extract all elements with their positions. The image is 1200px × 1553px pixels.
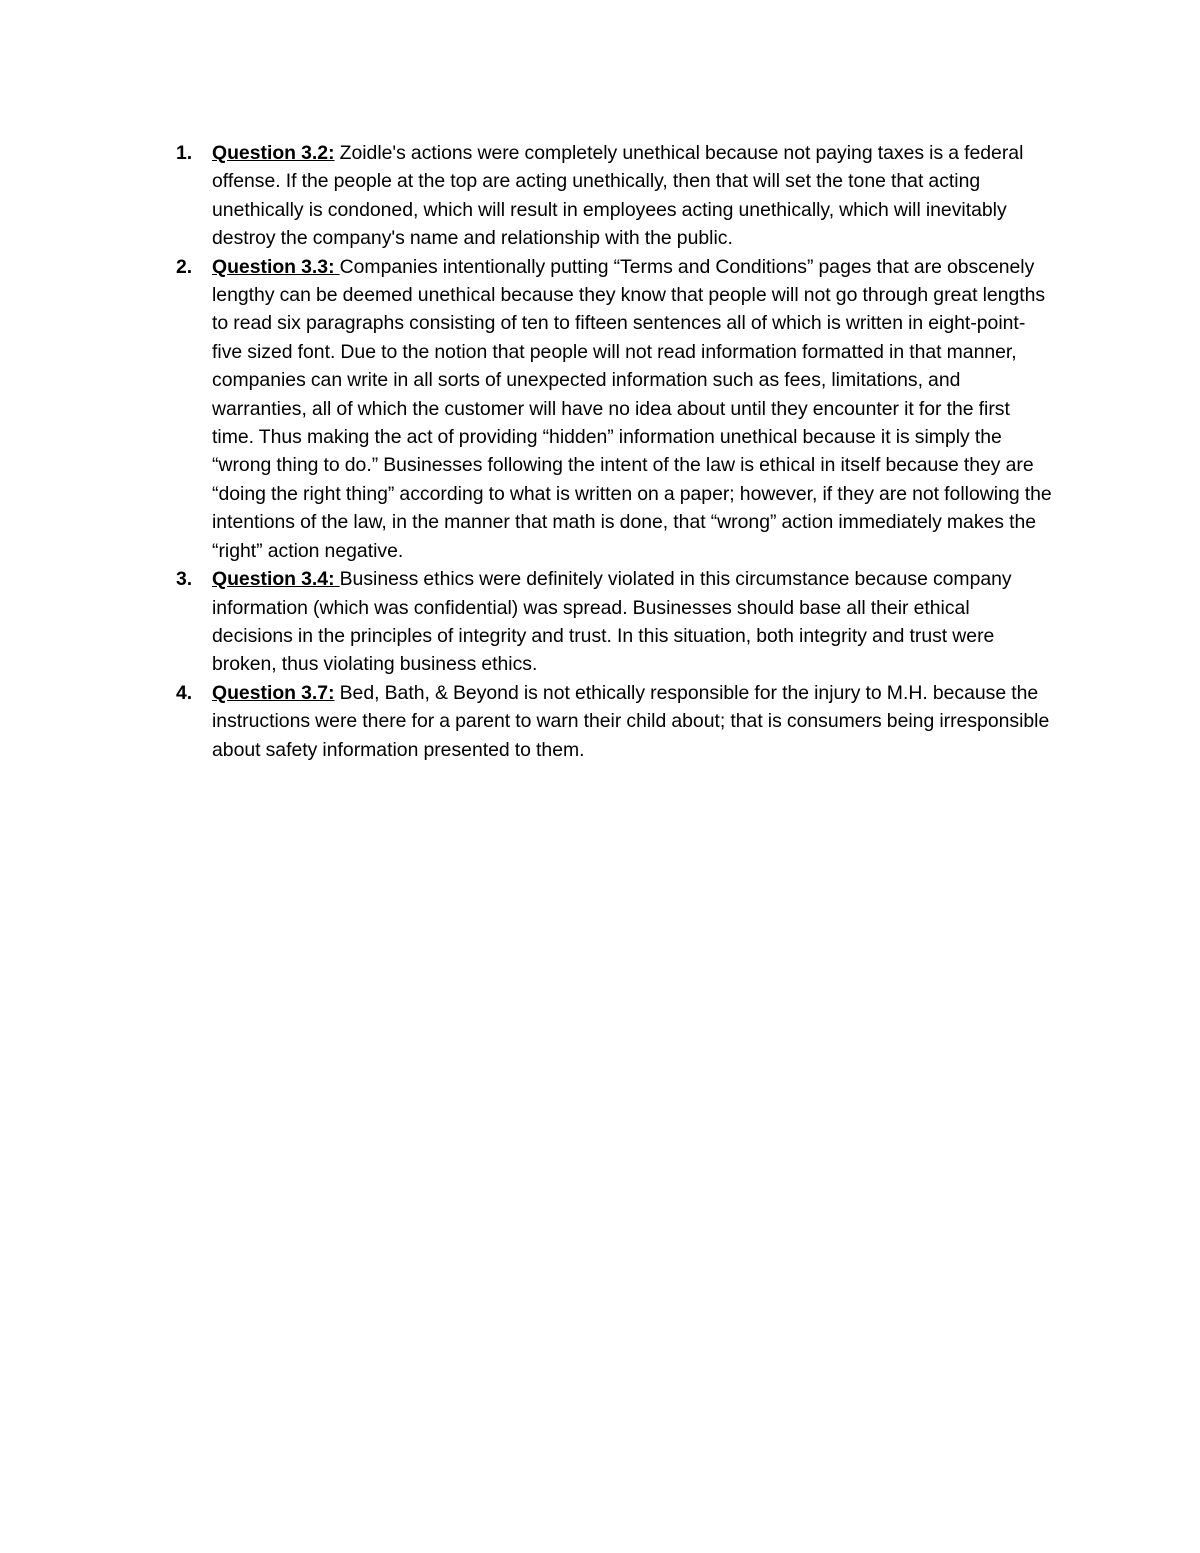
list-item-1 <box>172 139 1052 253</box>
list-number: 4. <box>176 681 193 704</box>
question-label: Question 3.3: <box>212 255 340 278</box>
answer-text: Bed, Bath, & Beyond is not ethically responsible for the injury to M.H. because the instructions were there for a parent to warn their child about; that is consumers being irresponsible about safety information presented to them. <box>212 681 1050 761</box>
question-label: Question 3.4: <box>212 568 340 591</box>
list-number: 3. <box>176 568 193 591</box>
list-item-3 <box>172 565 1052 679</box>
answer-list <box>172 139 1052 764</box>
answer-text: Business ethics were definitely violated in this circumstance because company information (which was confidential) was spread. Businesses should base all their ethical decisions in the principles of integrity and trust. In this situation, both integrity and trust were broken, thus violating business ethics. <box>212 568 1012 676</box>
list-number: 2. <box>176 255 193 278</box>
list-item-4 <box>172 679 1052 764</box>
list-number: 1. <box>176 142 193 164</box>
answer-text: Zoidle's actions were completely unethical because not paying taxes is a federal offense. If the people at the top are acting unethically, then that will set the tone that acting unethically is condoned, which will result in employees acting unethically, which will inevitably destroy the company's name and relationship with the public. <box>212 142 1024 250</box>
question-label: Question 3.7: <box>212 681 335 704</box>
question-label: Question 3.2: <box>212 142 335 164</box>
list-item-2 <box>172 253 1052 565</box>
answer-text: Companies intentionally putting “Terms and Conditions” pages that are obscenely lengthy can be deemed unethical because they know that people will not go through great lengths to read six paragraphs consisting of ten to fifteen sentences all of which is written in eight-point-five sized font. Due to the notion that people will not read information formatted in that manner, companies can write in all sorts of unexpected information such as fees, limitations, and warranties, all of which the customer will have no idea about until they encounter it for the first time. Thus making the act of providing “hidden” information unethical because it is simply the “wrong thing to do.” Businesses following the intent of the law is ethical in itself because they are “doing the right thing” according to what is written on a paper; however, if they are not following the intentions of the law, in the manner that math is done, that “wrong” action immediately makes the “right” action negative. <box>212 255 1052 562</box>
